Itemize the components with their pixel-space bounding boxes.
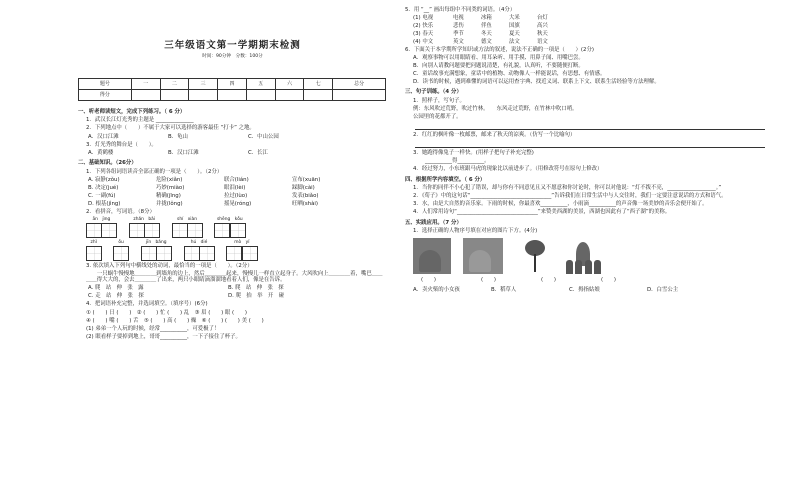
s1-q2-options xyxy=(78,134,387,140)
q5-row xyxy=(405,15,774,21)
score-header-cell: 三 xyxy=(189,78,218,89)
word: (1) 电视 xyxy=(413,14,434,21)
word[interactable]: 电视 xyxy=(453,14,464,21)
s3-q1: 1．照样子，写句子。 xyxy=(413,97,465,104)
s2-q1-row xyxy=(78,193,387,199)
word[interactable]: 台灯 xyxy=(537,14,548,21)
answer-blank[interactable]: ( ) xyxy=(421,276,436,283)
write-cell[interactable] xyxy=(226,246,242,261)
option[interactable]: C. 走 站 伸 张 探 xyxy=(88,293,144,300)
write-cell[interactable] xyxy=(101,223,117,238)
pinyin-box-row-1 xyxy=(78,217,387,238)
write-cell[interactable] xyxy=(242,246,258,261)
s2-q1-row xyxy=(78,185,387,191)
score-cell[interactable] xyxy=(333,89,386,100)
word[interactable]: 冰箱 xyxy=(481,14,492,21)
s3-example: 例：东风吹过荒野，吹过竹林。 东风走过荒野，在竹林中吹口哨。 xyxy=(413,105,578,112)
write-cell[interactable] xyxy=(230,223,246,238)
pinyin: shēng kǒu xyxy=(216,216,243,222)
s4-q2: 2．《荀子》中的这句话“______________________________”告诉我们在日常生活中与人交往时，我们一定要注意说话的方式和语气。 xyxy=(413,193,727,200)
s3-q2: 2．红红的枫叶像一枚邮票，邮来了秋天的凉爽。（仿写一个比喻句） xyxy=(413,131,576,138)
picture-blanks xyxy=(405,277,774,283)
pinyin: ǒu xyxy=(118,239,124,245)
word[interactable]: 国旗 xyxy=(509,22,520,29)
character-option: B．稻草人 xyxy=(491,287,517,294)
q6-option[interactable]: D．读书的时候，遇到难懂的词语可以运用查字典、找近义词、联系上下文、联系生活经验等方法理解。 xyxy=(413,78,660,85)
pinyin-box xyxy=(184,240,215,261)
answer-blank[interactable]: ( ) xyxy=(481,276,496,283)
q6-option[interactable]: C．童话故事充满想象，童话中的植物、动物像人一样能说话，有思想、有情感。 xyxy=(413,70,606,77)
option[interactable]: C．中山公园 xyxy=(248,133,279,140)
word: 并拢(lǒng) xyxy=(156,200,183,207)
s2-q3-options xyxy=(78,293,387,299)
word[interactable]: 语文 xyxy=(537,38,548,45)
write-cell[interactable] xyxy=(141,246,157,261)
word: (4) 中文 xyxy=(413,38,434,45)
s4-q3: 3．水，由是大自然的音乐家。下雨的时候，你最喜欢__________，小雨滴__________的声音像一场美妙的音乐会便开始了。 xyxy=(413,201,708,208)
word[interactable]: 英文 xyxy=(453,38,464,45)
pinyin: ān jìng xyxy=(92,216,111,222)
pinyin: shí xiàn xyxy=(177,216,198,222)
answer-line[interactable] xyxy=(415,122,765,130)
pinyin: zhǎn bǎi xyxy=(133,216,156,222)
word: A. 寂静(zǒu) xyxy=(88,176,120,183)
picture-row xyxy=(405,238,774,274)
word: 眼泪(lèi) xyxy=(224,184,246,191)
q5: 5．用 “__” 画出每组中不同类的词语。（4分） xyxy=(405,6,516,13)
q6: 6．下面关于本学期所学知识或方法的叙述，说法不正确的一项是（ ）(2分) xyxy=(405,46,594,53)
thumbelina-picture xyxy=(515,238,553,274)
pinyin-box xyxy=(86,240,101,261)
score-header-cell: 题号 xyxy=(79,78,132,89)
exam-meta: 时间：90分钟 分数：100分 xyxy=(202,54,263,60)
write-cell[interactable] xyxy=(156,246,172,261)
s1-q2: 2．下列地点中（ ）不属于大家可以选择的游客最佳 “打卡” 之地。 xyxy=(86,125,255,132)
s1-q3: 3．灯光秀的舞台是（ ）。 xyxy=(86,141,157,148)
score-header-cell: 二 xyxy=(160,78,189,89)
option[interactable]: C．长江 xyxy=(248,149,268,156)
s5-q1: 1．选择正确的人物序号填在对应的图片下方。(4分) xyxy=(413,228,538,235)
scarecrow-picture xyxy=(463,238,503,274)
word: 旺晒(shài) xyxy=(292,200,319,207)
word: 发表(biǎo) xyxy=(292,192,319,199)
option[interactable]: B. 爬 站 伸 张 探 xyxy=(228,285,284,292)
pinyin-box xyxy=(113,240,128,261)
answer-blank[interactable]: ( ) xyxy=(541,276,556,283)
q5-row xyxy=(405,31,774,37)
write-cell[interactable] xyxy=(129,223,145,238)
word[interactable]: 秋天 xyxy=(537,30,548,37)
word: 危险(xiǎn) xyxy=(156,176,183,183)
s2-q1-row xyxy=(78,201,387,207)
word: (3) 春天 xyxy=(413,30,434,37)
word: 摇晃(róng) xyxy=(224,200,252,207)
s3-q3: 3．她跑得像兔子一样快。(用样子把句子补充完整) xyxy=(413,150,534,157)
option[interactable]: B．龟山 xyxy=(168,133,188,140)
right-page xyxy=(397,0,794,477)
word: B. 决定(jué) xyxy=(88,184,119,191)
s2-q3: 3. 依次填入下列句中横线处的动词，最恰当的一项是（ ）。（2分） xyxy=(86,262,253,269)
score-cell[interactable] xyxy=(160,89,189,100)
score-header-cell: 五 xyxy=(246,78,275,89)
s4-q1: 1．当你的同伴不小心犯了错误，却与你有不同意见且又不愿意和你讨论时，你可以对他说：“灯不拨不亮，__________________。” xyxy=(413,185,722,192)
s2-q4-sentence2: (2) 眼看样子要掉到地上，哥哥__________，一下子接住了杯子。 xyxy=(86,333,241,340)
option[interactable]: D. 爬 抬 举 开 碰 xyxy=(228,293,285,300)
answer-blank[interactable]: ( ) xyxy=(601,276,616,283)
q5-row xyxy=(405,39,774,45)
word[interactable]: 季节 xyxy=(453,30,464,37)
character-option: A．卖火柴的小女孩 xyxy=(413,287,460,294)
pinyin-box xyxy=(172,217,203,238)
s2-q4: 4．把词语补充完整，并选词填空。（填序号）(6分) xyxy=(86,301,208,308)
score-header-row xyxy=(79,78,386,89)
q6-option[interactable]: A．观察事物可以用眼睛看、用耳朵听、用手摸、用鼻子闻、用嘴巴尝。 xyxy=(413,54,584,61)
word: 巧妙(miào) xyxy=(156,184,185,191)
score-row xyxy=(79,89,386,100)
word[interactable]: 法文 xyxy=(509,38,520,45)
s1-q1: 1．武汉长江灯光秀的主题是 ______________ xyxy=(86,117,194,124)
write-cell[interactable] xyxy=(86,223,102,238)
word[interactable]: 大米 xyxy=(509,14,520,21)
s4-q4: 4．人们常用诗句“______________________________”来赞美西湖的美景，西湖也因此有了“西子湖”的美称。 xyxy=(413,209,671,216)
s3-q3-fill[interactable]: __________得__________。 xyxy=(425,158,490,165)
pinyin: jīn bǎng xyxy=(145,239,167,245)
pinyin-box-row-2 xyxy=(78,240,387,261)
option[interactable]: A．汉口江滩 xyxy=(88,133,119,140)
option[interactable]: A．黄鹤楼 xyxy=(88,149,114,156)
word: 拉过(lùo) xyxy=(224,192,248,199)
s2-q3-options xyxy=(78,285,387,291)
pinyin-box xyxy=(141,240,172,261)
write-cell[interactable] xyxy=(144,223,160,238)
s2-q1-row xyxy=(78,177,387,183)
character-option: C．拇指姑娘 xyxy=(569,287,600,294)
word: 联合(lián) xyxy=(224,176,249,183)
character-option: D．白雪公主 xyxy=(647,287,679,294)
exam-title: 三年级语文第一学期期末检测 xyxy=(164,40,301,51)
section-2-title: 二、基础知识。（26分） xyxy=(78,160,137,167)
word: C. 一副(fú) xyxy=(88,192,116,199)
write-cell[interactable] xyxy=(86,246,102,261)
score-cell[interactable] xyxy=(218,89,247,100)
word[interactable]: 夏天 xyxy=(509,30,520,37)
s3-q1-prompt: 公园里的花都开了。 xyxy=(413,113,462,120)
write-cell[interactable] xyxy=(113,246,129,261)
s2-q4-row2: ④ ( ) 嘴 ( ) 舌 ⑤ ( ) 高 ( ) 燥 ⑥ ( ) ( ) 美 ( ) xyxy=(86,317,264,324)
word[interactable]: 高兴 xyxy=(537,22,548,29)
score-cell[interactable] xyxy=(189,89,218,100)
s3-q4: 4．经过努力，小东班跟马虎的现象比以前进步了。（用修改符号在原句上修改） xyxy=(413,166,603,173)
score-cell[interactable] xyxy=(131,89,160,100)
pinyin-box xyxy=(129,217,160,238)
word[interactable]: 德文 xyxy=(481,38,492,45)
score-cell[interactable] xyxy=(304,89,333,100)
s2-q4-row1: ① ( ) 日 ( ) ② ( ) 忙 ( ) 乱 ③ 眉 ( ) 眼 ( ) xyxy=(86,309,248,316)
s2-q1: 1．下列各组词语读音全部正确的一项是（ ）。（2分） xyxy=(86,168,223,175)
word: 踩脚(cài) xyxy=(292,184,315,191)
pinyin: zhǐ xyxy=(90,239,97,245)
word: (2) 快乐 xyxy=(413,22,434,29)
word: 精确(jīng) xyxy=(156,192,181,199)
score-row-label: 得分 xyxy=(79,89,132,100)
q6-option[interactable]: B．向别人请教问题要把问题说清楚，有礼貌，认真听，不要随便打断。 xyxy=(413,62,584,69)
word: 宣布(xuān) xyxy=(292,176,321,183)
section-5-title: 五、实践应用。（7 分） xyxy=(405,219,462,226)
pinyin-box xyxy=(214,217,245,238)
write-cell[interactable] xyxy=(199,246,215,261)
word[interactable]: 冬天 xyxy=(481,30,492,37)
word[interactable]: 伴鱼 xyxy=(481,22,492,29)
option[interactable]: B．汉口江滩 xyxy=(168,149,199,156)
score-header-cell: 四 xyxy=(218,78,247,89)
snow-white-picture xyxy=(565,238,603,274)
word: D. 根基(jìng) xyxy=(88,200,121,207)
score-header-cell: 总分 xyxy=(333,78,386,89)
score-header-cell: 六 xyxy=(275,78,304,89)
write-cell[interactable] xyxy=(187,223,203,238)
section-1-title: 一、听老师读短文，完成下列练习。（ 6 分） xyxy=(78,108,186,115)
section-4-title: 四、根据所学内容填空。（ 6 分） xyxy=(405,176,486,183)
answer-line[interactable] xyxy=(415,140,765,148)
score-cell[interactable] xyxy=(275,89,304,100)
match-girl-picture xyxy=(413,238,451,274)
score-header-cell: 一 xyxy=(131,78,160,89)
write-cell[interactable] xyxy=(214,223,230,238)
s2-q3-paragraph: 一只蜗牛慢慢地＿＿＿＿到墙角的边上，然后＿＿＿＿起来，慢慢儿一样直立起身子。大风吹向上＿＿＿＿着，嘴巴＿＿＿＿得大大的，会去＿＿＿＿了出来，两只小眼睛滴溜溜地看着人们，像是在告诉。 xyxy=(86,270,383,284)
write-cell[interactable] xyxy=(184,246,200,261)
pinyin-box xyxy=(86,217,117,238)
pinyin: mò yǐ xyxy=(234,239,250,245)
write-cell[interactable] xyxy=(172,223,188,238)
q5-row xyxy=(405,23,774,29)
pinyin-box xyxy=(226,240,257,261)
section-3-title: 三、句子训练。（4 分） xyxy=(405,89,462,96)
score-header-cell: 七 xyxy=(304,78,333,89)
word[interactable]: 悲伤 xyxy=(453,22,464,29)
s2-q4-sentence1: (1) 弟弟一个人玩的时候，经常__________，可爱极了！ xyxy=(86,325,220,332)
pinyin: hú dié xyxy=(190,239,208,245)
s1-q3-options xyxy=(78,150,387,156)
score-table xyxy=(78,78,386,101)
s2-q2: 2．看拼音，写词语。（8分） xyxy=(86,208,155,215)
character-options xyxy=(405,287,774,293)
option[interactable]: A. 爬 站 伸 张 露 xyxy=(88,285,144,292)
score-cell[interactable] xyxy=(246,89,275,100)
